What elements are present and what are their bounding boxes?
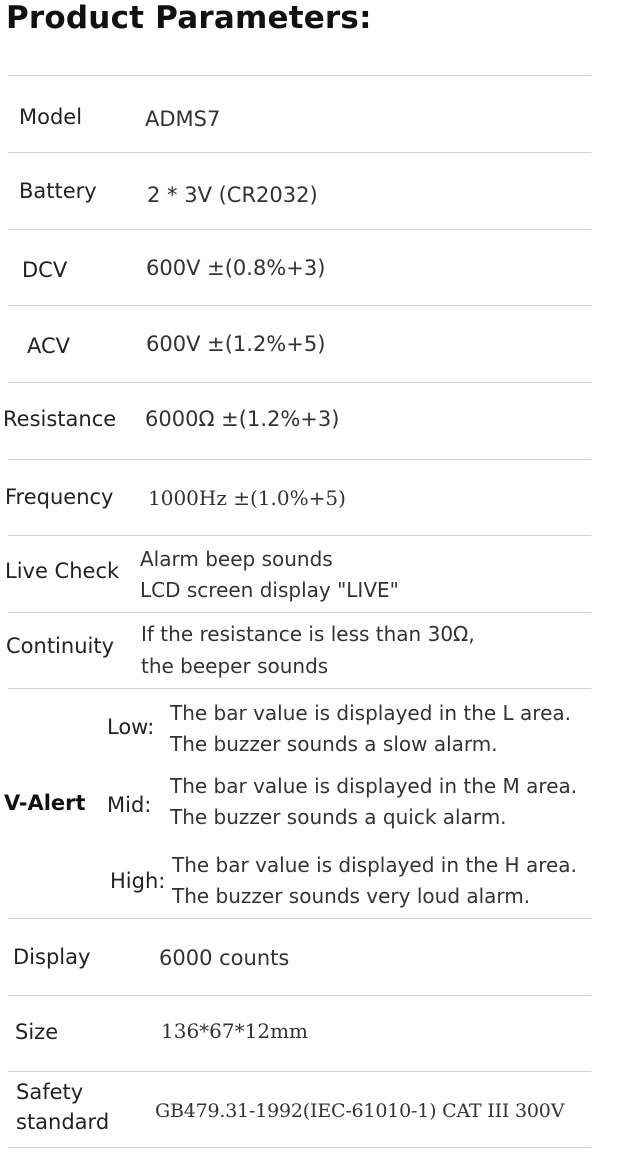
v-alert-mid-line2: The buzzer sounds a quick alarm. <box>170 805 507 829</box>
row-resistance-label: Resistance <box>3 407 117 431</box>
row-frequency-label: Frequency <box>5 485 114 509</box>
row-model-label: Model <box>19 105 83 129</box>
v-alert-high-line2: The buzzer sounds very loud alarm. <box>172 884 531 908</box>
row-display-label: Display <box>13 945 91 969</box>
page-title: Product Parameters: <box>6 0 372 36</box>
row-acv-value: 600V ±(1.2%+5) <box>146 332 326 356</box>
table-divider <box>8 535 591 536</box>
v-alert-low-line1: The bar value is displayed in the L area. <box>170 701 572 725</box>
table-divider <box>8 75 591 76</box>
row-size-label: Size <box>15 1020 59 1044</box>
v-alert-low-level: Low: <box>107 715 155 739</box>
table-divider <box>8 459 591 460</box>
table-divider <box>8 918 591 919</box>
row-model-value: ADMS7 <box>145 107 221 131</box>
table-divider <box>8 612 591 613</box>
row-live-check-line2: LCD screen display "LIVE" <box>140 578 399 602</box>
table-divider <box>8 1071 591 1072</box>
table-divider <box>8 688 591 689</box>
row-safety-value: GB479.31-1992(IEC-61010-1) CAT III 300V <box>155 1100 565 1122</box>
table-divider <box>8 229 591 230</box>
row-v-alert-label: V-Alert <box>4 791 86 815</box>
row-resistance-value: 6000Ω ±(1.2%+3) <box>145 407 340 431</box>
row-frequency-value: 1000Hz ±(1.0%+5) <box>148 486 346 510</box>
row-size-value: 136*67*12mm <box>161 1019 309 1043</box>
table-divider <box>8 305 591 306</box>
table-divider <box>8 995 591 996</box>
row-live-check-label: Live Check <box>5 559 120 583</box>
v-alert-high-level: High: <box>110 869 166 893</box>
row-acv-label: ACV <box>27 334 71 358</box>
v-alert-low-line2: The buzzer sounds a slow alarm. <box>170 732 498 756</box>
row-safety-label-line2: standard <box>16 1110 110 1134</box>
row-dcv-value: 600V ±(0.8%+3) <box>146 256 326 280</box>
table-divider <box>8 1147 591 1148</box>
row-display-value: 6000 counts <box>159 946 290 970</box>
v-alert-high-line1: The bar value is displayed in the H area. <box>172 853 577 877</box>
row-continuity-line2: the beeper sounds <box>141 654 329 678</box>
table-divider <box>8 152 591 153</box>
v-alert-mid-line1: The bar value is displayed in the M area. <box>170 774 578 798</box>
row-continuity-label: Continuity <box>6 634 115 658</box>
row-battery-label: Battery <box>19 179 97 203</box>
row-dcv-label: DCV <box>22 258 68 282</box>
row-safety-label-line1: Safety <box>16 1080 84 1104</box>
v-alert-mid-level: Mid: <box>107 793 152 817</box>
row-battery-value: 2 * 3V (CR2032) <box>147 183 318 207</box>
row-continuity-line1: If the resistance is less than 30Ω, <box>141 622 475 646</box>
table-divider <box>8 382 591 383</box>
row-live-check-line1: Alarm beep sounds <box>140 547 333 571</box>
